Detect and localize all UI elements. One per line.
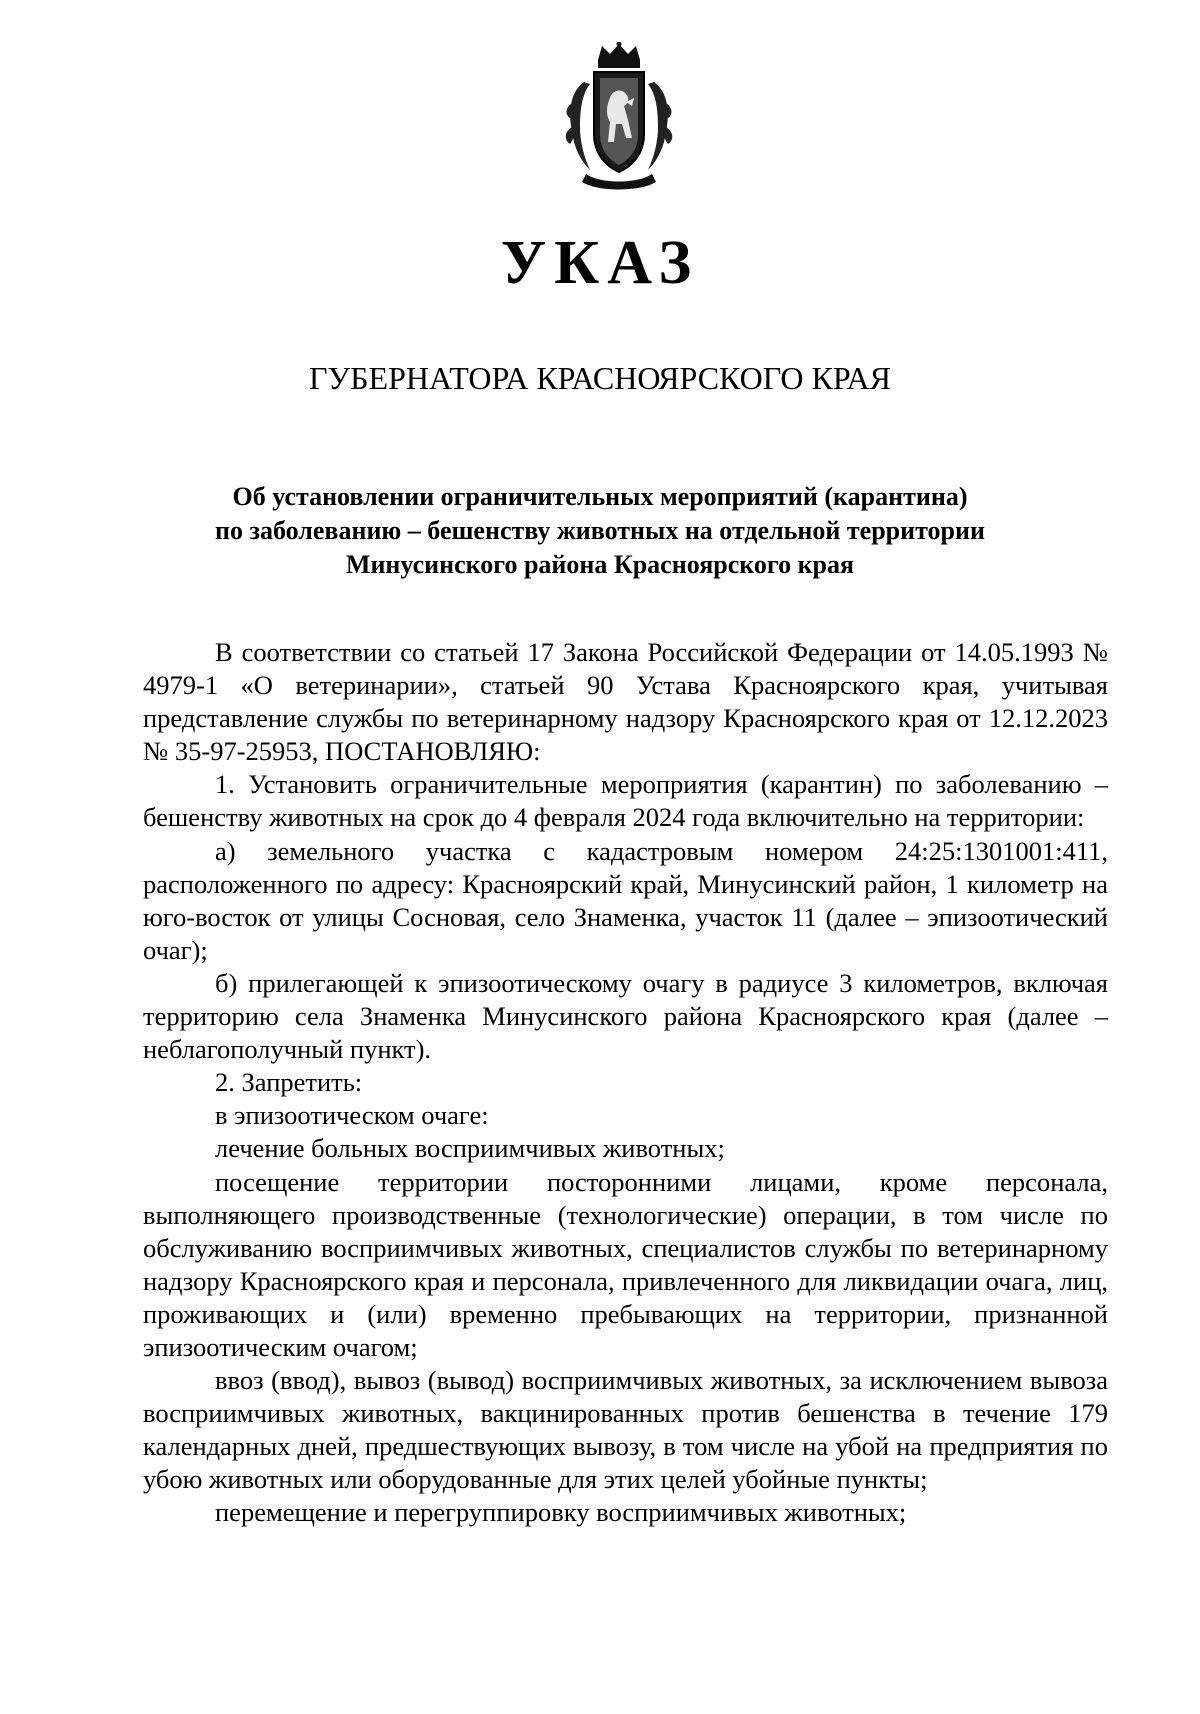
clause-1a-paragraph: а) земельного участка с кадастровым номером 24:25:1301001:411, расположенного по адресу: Красноярский край, Минусинский район, 1 километр на юго-восток от улицы Сосновая, село Знаменка, участок 11 (далее – эпизоотический очаг); — [143, 835, 1108, 965]
prohibition-item: лечение больных восприимчивых животных; — [215, 1133, 725, 1164]
prohibition-item: ввоз (ввод), вывоз (вывод) восприимчивых животных, за исключением вывоза восприимчивых животных, вакцинированных против бешенства в течение 179 календарных дней, предшествующих вывозу, в том числе на убой на предприятия по убою животных или оборудованные для этих целей убойные пункты; — [143, 1365, 1108, 1495]
shield-icon — [594, 72, 644, 172]
ribbon-icon — [582, 174, 656, 190]
issuing-authority: ГУБЕРНАТОРА КРАСНОЯРСКОГО КРАЯ — [309, 360, 891, 396]
clause-1-paragraph: 1. Установить ограничительные мероприятия (карантин) по заболеванию – бешенству животных на срок до 4 февраля 2024 года включительно на территории: — [143, 769, 1108, 833]
prohibition-item: посещение территории посторонними лицами, кроме персонала, выполняющего производственные (технологические) операции, в том числе по обслуживанию восприимчивых животных, специалистов службы по ветеринарному надзору Красноярского края и персонала, привлеченного для ликвидации очага, лиц, проживающих и (или) временно пребывающих на территории, признанной эпизоотическим очагом; — [143, 1166, 1108, 1362]
preamble-paragraph: В соответствии со статьей 17 Закона Российской Федерации от 14.05.1993 № 4979-1 «О ветеринарии», статьей 90 Устава Красноярского края, учитывая представление службы по ветеринарному надзору Красноярского края от 12.12.2023 № 35-97-25953, ПОСТАНОВЛЯЮ: — [143, 637, 1108, 767]
clause-1b-paragraph: б) прилегающей к эпизоотическому очагу в радиусе 3 километров, включая территорию села Знаменка Минусинского района Красноярского края (далее – неблагополучный пункт). — [143, 967, 1108, 1065]
document-title — [140, 480, 1060, 582]
document-body — [143, 636, 1108, 1530]
title-line: Минусинского района Красноярского края — [345, 550, 855, 579]
prohibition-item: перемещение и перегруппировку восприимчивых животных; — [215, 1497, 907, 1528]
clause-2-subheading: в эпизоотическом очаге: — [215, 1100, 489, 1131]
crown-icon — [598, 42, 640, 68]
clause-2-paragraph: 2. Запретить: — [215, 1067, 363, 1098]
coat-of-arms-emblem — [560, 42, 678, 192]
document-type-heading: УКАЗ — [500, 229, 700, 297]
title-line: Об установлении ограничительных мероприятий (карантина) — [232, 482, 968, 511]
title-line: по заболеванию – бешенству животных на отдельной территории — [215, 516, 985, 545]
